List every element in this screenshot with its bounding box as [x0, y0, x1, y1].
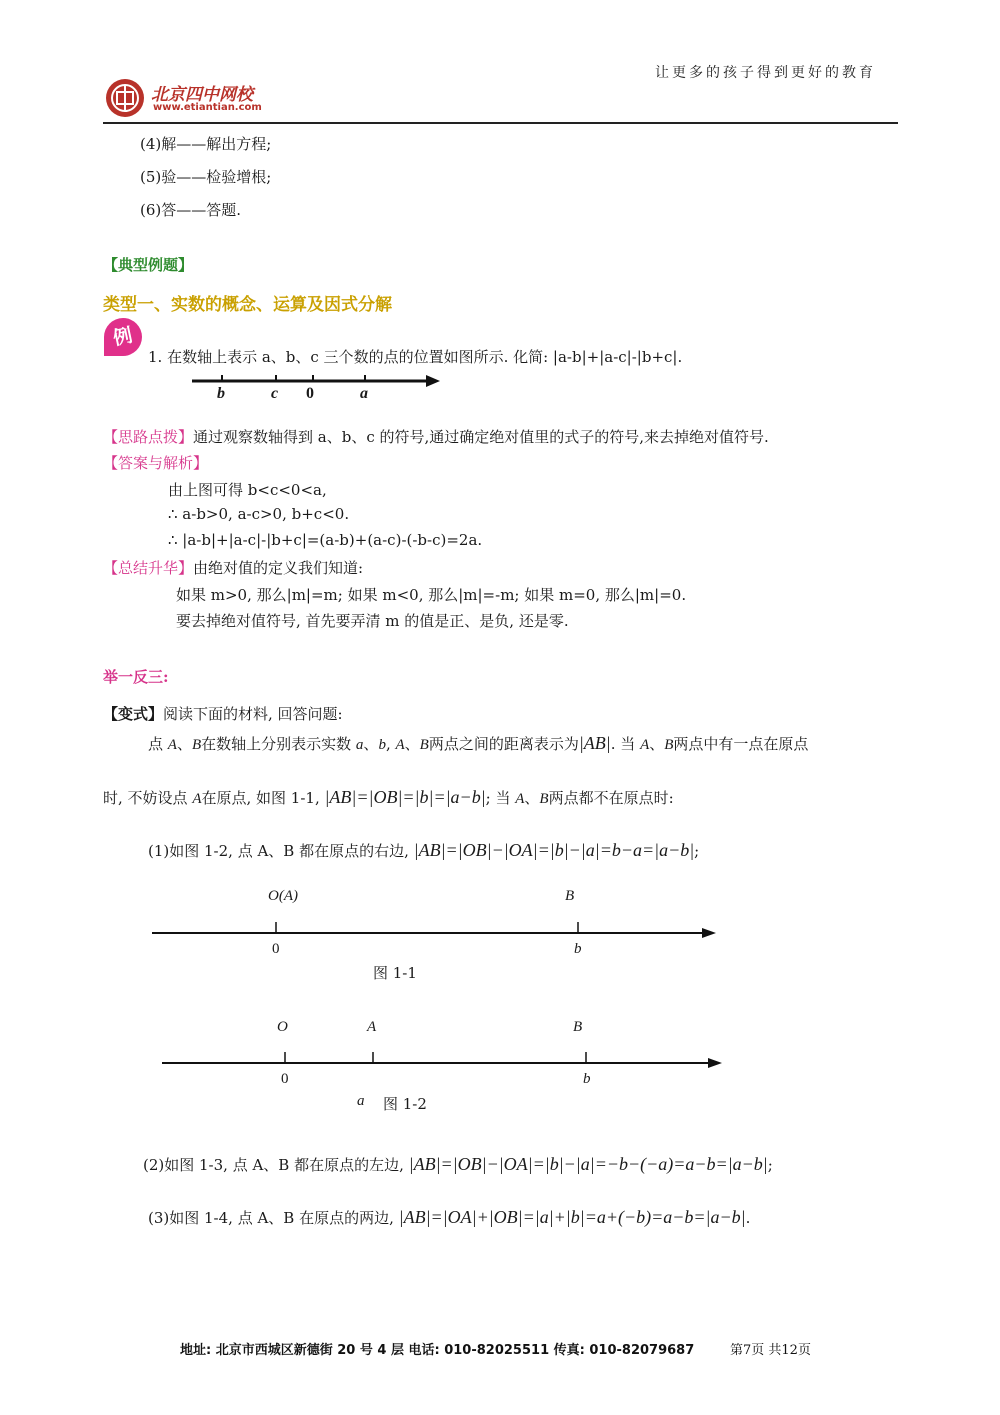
logo-url: www.etiantian.com — [153, 102, 262, 113]
case-3-end: . — [745, 1209, 751, 1227]
case-1-text: (1)如图 1-2, 点 A、B 都在原点的右边, — [148, 842, 414, 860]
variant-line — [103, 703, 343, 724]
case-3-text: (3)如图 1-4, 点 A、B 在原点的两边, — [148, 1209, 399, 1227]
var-B: B — [191, 737, 202, 753]
text: 两点都不在原点时: — [548, 789, 674, 807]
fig12-label-A: A — [367, 1019, 377, 1035]
logo-seal-icon — [103, 78, 147, 118]
fig12-label-O: O — [277, 1019, 288, 1035]
question-1: 1. 在数轴上表示 a、b、c 三个数的点的位置如图所示. 化简: |a-b|+|a-c|-|b+c|. — [148, 348, 683, 366]
case-2-text: (2)如图 1-3, 点 A、B 都在原点的左边, — [143, 1156, 409, 1174]
text: 在数轴上分别表示实数 — [201, 735, 356, 753]
var-B: B — [419, 737, 429, 753]
fig11-label-B: B — [565, 888, 575, 904]
var-A: A — [395, 737, 405, 753]
text: , — [385, 735, 396, 753]
logo-name: 北京四中网校 — [151, 85, 253, 105]
summary-line-1: 如果 m>0, 那么|m|=m; 如果 m<0, 那么|m|=-m; 如果 m=0, 那么|m|=0. — [176, 586, 687, 604]
answer-label: 【答案与解析】 — [103, 454, 209, 472]
answer-line-2: ∴ a-b>0, a-c>0, b+c<0. — [168, 505, 350, 523]
fig12-label-B: B — [573, 1019, 583, 1035]
header-rule — [103, 122, 898, 124]
fig12-caption: 图 1-2 — [383, 1095, 427, 1113]
summary-text: 由绝对值的定义我们知道: — [193, 559, 364, 577]
header-slogan: 让更多的孩子得到更好的教育 — [655, 65, 876, 81]
case-1-expr: |AB|=|OB|−|OA|=|b|−|a|=b−a=|a−b| — [413, 840, 695, 860]
hint-line — [103, 426, 769, 447]
text: 两点之间的距离表示为 — [428, 735, 579, 753]
text: 、 — [404, 735, 420, 753]
text: 、 — [524, 789, 540, 807]
case-1-end: ; — [694, 842, 700, 860]
fig11-label-0: 0 — [272, 941, 280, 957]
step-5: (5)验——检验增根; — [140, 168, 272, 186]
footer-address: 地址: 北京市西城区新德街 20 号 4 层 电话: 010-82025511 传真: 010-82079687 — [180, 1343, 695, 1358]
text: 点 — [148, 735, 168, 753]
fig11-number-line — [150, 918, 730, 948]
case-3-expr: |AB|=|OA|+|OB|=|a|+|b|=a+(−b)=a−b=|a−b| — [398, 1207, 746, 1227]
material-line-1 — [148, 733, 808, 754]
summary-label: 【总结升华】 — [103, 559, 194, 577]
variant-label: 【变式】 — [103, 705, 164, 723]
step-4: (4)解——解出方程; — [140, 135, 272, 153]
case-2 — [143, 1154, 773, 1175]
answer-line-1: 由上图可得 b<c<0<a, — [168, 481, 327, 499]
text: ; 当 — [485, 789, 516, 807]
summary-line — [103, 557, 363, 578]
fig12-label-a: a — [357, 1093, 365, 1109]
type-title: 类型一、实数的概念、运算及因式分解 — [103, 295, 392, 315]
fig11-label-b: b — [574, 941, 582, 957]
nl1-label-a: a — [360, 385, 368, 402]
practice-title: 举一反三: — [103, 668, 169, 686]
answer-line-3: ∴ |a-b|+|a-c|-|b+c|=(a-b)+(a-c)-(-b-c)=2a. — [168, 531, 483, 549]
number-line-1 — [190, 368, 450, 402]
case-1 — [148, 840, 699, 861]
hint-label: 【思路点拨】 — [103, 428, 194, 446]
text: 在原点, 如图 1-1, — [201, 789, 325, 807]
var-B: B — [539, 791, 549, 807]
var-A: A — [192, 791, 202, 807]
case-3 — [148, 1207, 750, 1228]
var-B: B — [664, 737, 674, 753]
fig12-number-line — [160, 1048, 740, 1078]
text: . 当 — [610, 735, 641, 753]
nl1-label-0: 0 — [306, 385, 314, 402]
step-6: (6)答——答题. — [140, 201, 242, 219]
var-A: A — [640, 737, 650, 753]
expr-ab: |AB| — [578, 733, 611, 753]
var-A: A — [515, 791, 525, 807]
text: 、 — [176, 735, 192, 753]
footer-page: 第7页 共12页 — [730, 1343, 811, 1358]
text: 两点中有一点在原点 — [673, 735, 809, 753]
var-a: a — [355, 737, 364, 753]
logo — [103, 78, 283, 118]
fig12-label-b: b — [583, 1071, 591, 1087]
example-badge-text: 例 — [111, 324, 135, 350]
case-2-end: ; — [767, 1156, 773, 1174]
material-line-2 — [103, 787, 674, 808]
fig11-label-OA: O(A) — [268, 888, 298, 904]
var-A: A — [167, 737, 177, 753]
variant-text: 阅读下面的材料, 回答问题: — [163, 705, 343, 723]
nl1-label-b: b — [217, 385, 225, 402]
case-2-expr: |AB|=|OB|−|OA|=|b|−|a|=−b−(−a)=a−b=|a−b| — [408, 1154, 768, 1174]
fig11-caption: 图 1-1 — [373, 964, 417, 982]
hint-text: 通过观察数轴得到 a、b、c 的符号,通过确定绝对值里的式子的符号,来去掉绝对值符号. — [193, 428, 769, 446]
nl1-label-c: c — [271, 385, 279, 402]
var-b: b — [378, 737, 386, 753]
text: 、 — [363, 735, 379, 753]
text: 时, 不妨设点 — [103, 789, 193, 807]
expr-fig11: |AB|=|OB|=|b|=|a−b| — [324, 787, 486, 807]
text: 、 — [649, 735, 665, 753]
summary-line-2: 要去掉绝对值符号, 首先要弄清 m 的值是正、是负, 还是零. — [176, 612, 569, 630]
fig12-label-0: 0 — [281, 1071, 289, 1087]
section-label: 【典型例题】 — [103, 256, 194, 274]
